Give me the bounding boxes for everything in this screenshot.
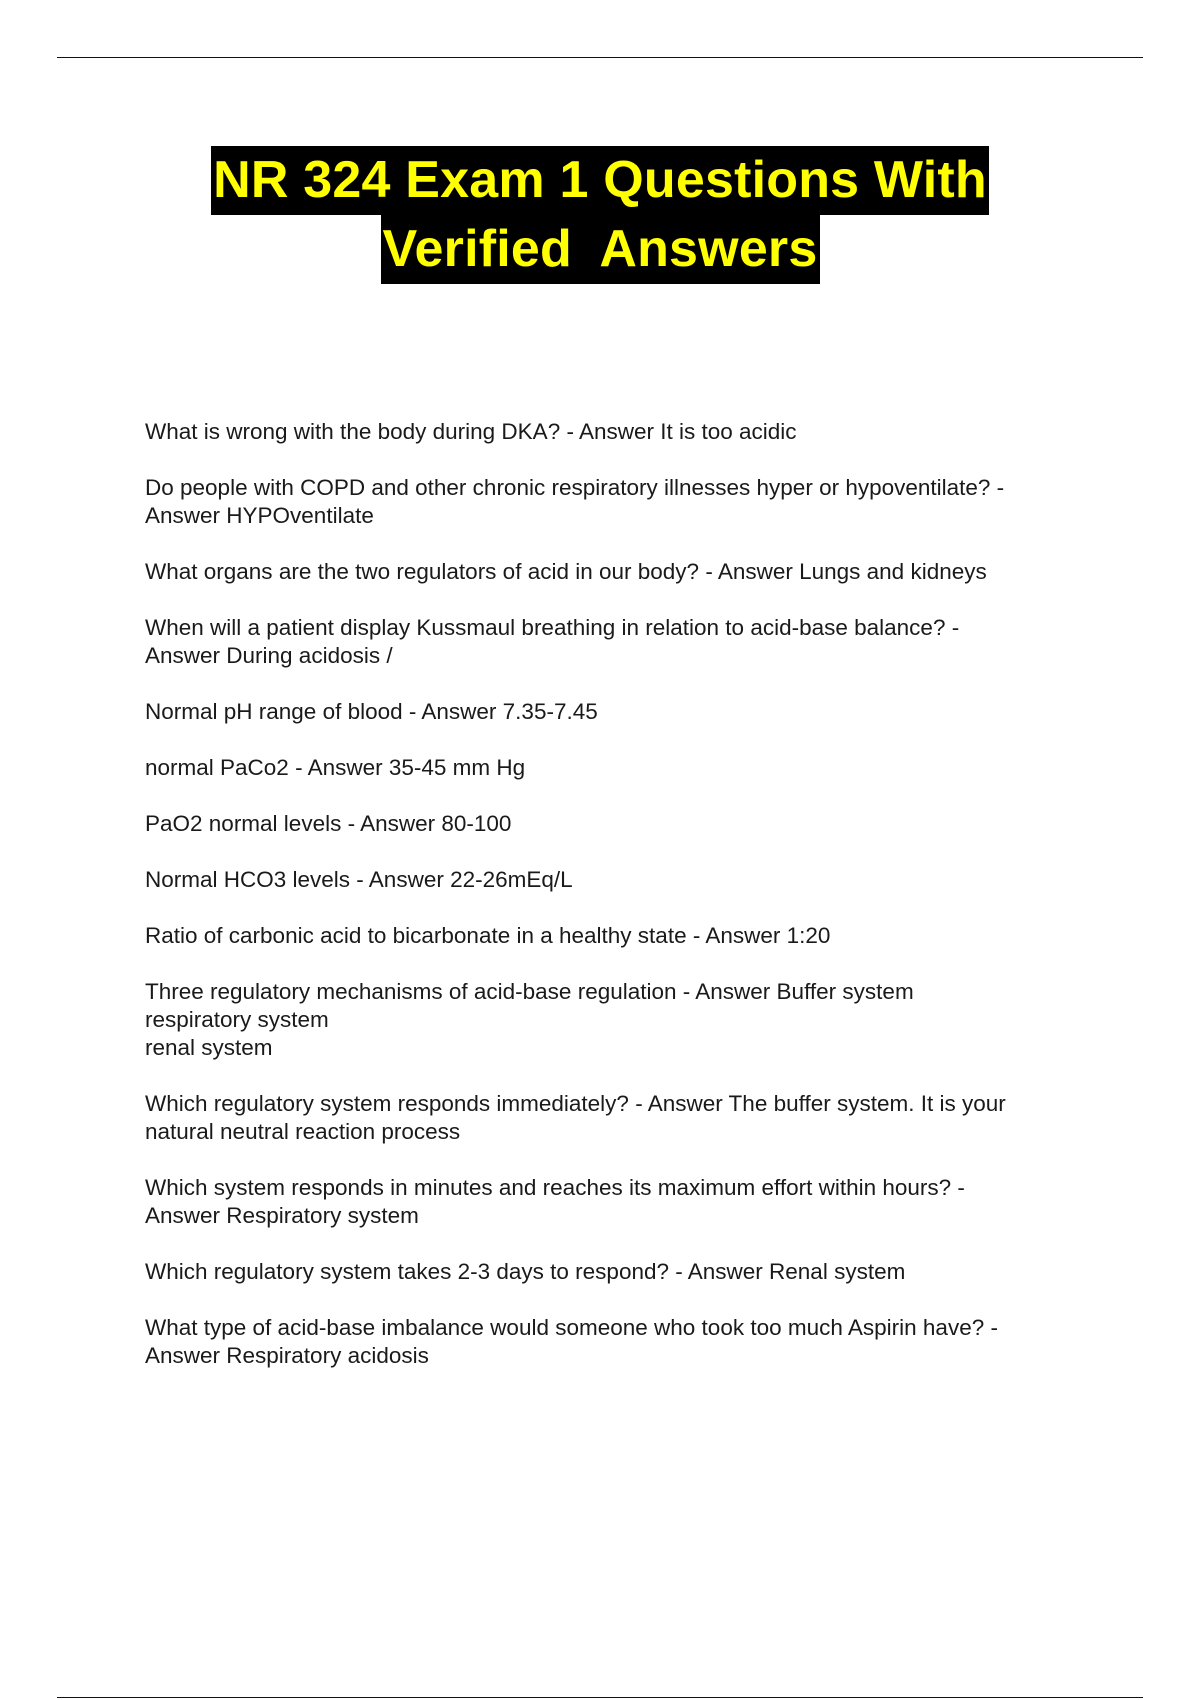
title-line-1: NR 324 Exam 1 Questions With: [211, 146, 989, 215]
qa-item: What organs are the two regulators of acid in our body? - Answer Lungs and kidneys: [145, 559, 987, 584]
qa-item: Three regulatory mechanisms of acid-base regulation - Answer Buffer system respiratory system renal system: [145, 979, 914, 1060]
document-title: [0, 146, 1200, 284]
qa-item: What type of acid-base imbalance would someone who took too much Aspirin have? - Answer Respiratory acidosis: [145, 1315, 998, 1368]
qa-item: normal PaCo2 - Answer 35-45 mm Hg: [145, 755, 526, 780]
qa-item: Normal pH range of blood - Answer 7.35-7.45: [145, 699, 598, 724]
qa-item: Which system responds in minutes and reaches its maximum effort within hours? - Answer Respiratory system: [145, 1175, 965, 1228]
bottom-rule: [57, 1697, 1143, 1698]
qa-item: Ratio of carbonic acid to bicarbonate in a healthy state - Answer 1:20: [145, 923, 831, 948]
qa-item: When will a patient display Kussmaul breathing in relation to acid-base balance? - Answer During acidosis /: [145, 615, 960, 668]
qa-item: Which regulatory system takes 2-3 days to respond? - Answer Renal system: [145, 1259, 906, 1284]
top-rule: [57, 57, 1143, 58]
qa-item: Which regulatory system responds immediately? - Answer The buffer system. It is your natural neutral reaction process: [145, 1091, 1006, 1144]
qa-item: Do people with COPD and other chronic respiratory illnesses hyper or hypoventilate? - Answer HYPOventilate: [145, 475, 1005, 528]
title-line-2: Verified Answers: [381, 215, 820, 284]
qa-list: [145, 418, 1105, 1398]
qa-item: What is wrong with the body during DKA? - Answer It is too acidic: [145, 419, 797, 444]
qa-item: PaO2 normal levels - Answer 80-100: [145, 811, 512, 836]
qa-item: Normal HCO3 levels - Answer 22-26mEq/L: [145, 867, 573, 892]
